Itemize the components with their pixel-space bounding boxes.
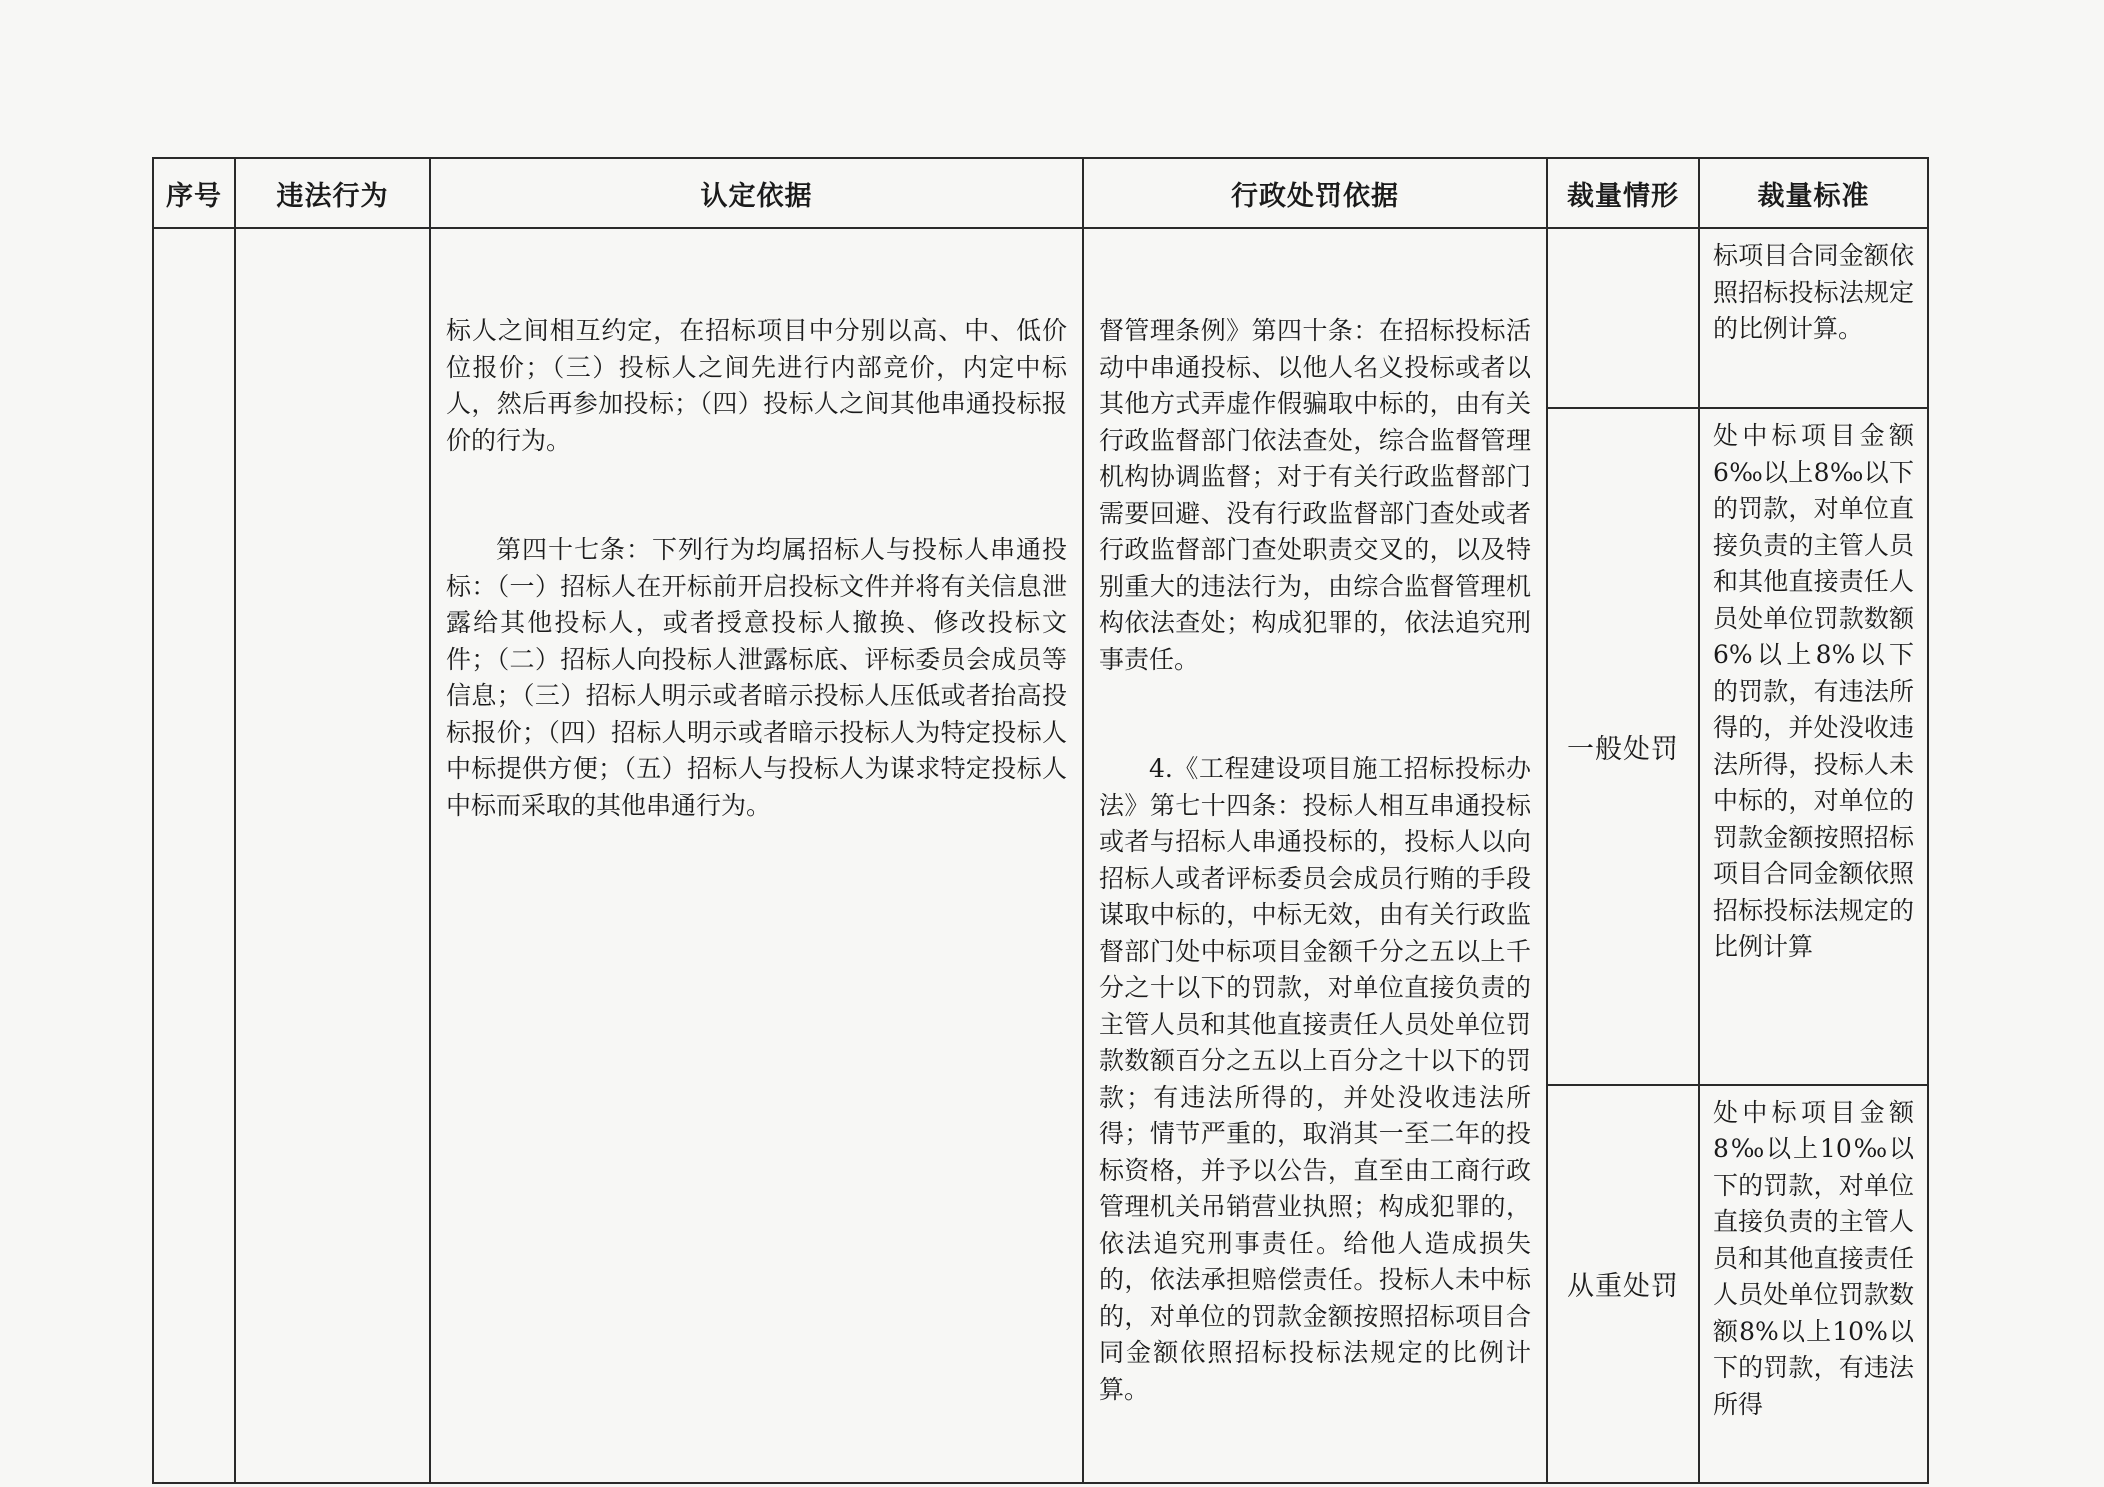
penalty-paragraph: 督管理条例》第四十条：在招标投标活动中串通投标、以他人名义投标或者以其他方式弄虚作假骗取中标的，由有关行政监督部门依法查处，综合监督管理机构协调监督；对于有关行政监督部门需要回避、没有行政监督部门查处或者行政监督部门查处职责交叉的，以及特别重大的违法行为，由综合监督管理机构依法查处；构成犯罪的，依法追究刑事责任。 xyxy=(1099,316,1531,674)
standard-cell xyxy=(1699,408,1928,1085)
basis-paragraph: 标人之间相互约定，在招标项目中分别以高、中、低价位报价；（三）投标人之间先进行内部竞价，内定中标人，然后再参加投标；（四）投标人之间其他串通投标报价的行为。 xyxy=(446,316,1067,455)
situation-cell xyxy=(1547,228,1699,408)
header-violation: 违法行为 xyxy=(235,158,430,228)
header-basis: 认定依据 xyxy=(430,158,1083,228)
table-row xyxy=(153,228,1928,408)
standard-cell xyxy=(1699,1085,1928,1483)
basis-cell xyxy=(430,228,1083,1483)
situation-cell-severe: 从重处罚 xyxy=(1547,1085,1699,1483)
situation-cell-general: 一般处罚 xyxy=(1547,408,1699,1085)
header-situation: 裁量情形 xyxy=(1547,158,1699,228)
header-seq: 序号 xyxy=(153,158,235,228)
standard-text: 处中标项目金额8‰以上10‰以下的罚款，对单位直接负责的主管人员和其他直接责任人员处单位罚款数额8%以上10%以下的罚款，有违法所得 xyxy=(1713,1097,1914,1419)
standard-text: 标项目合同金额依照招标投标法规定的比例计算。 xyxy=(1713,241,1914,343)
table-header-row xyxy=(153,158,1928,228)
seq-cell xyxy=(153,228,235,1483)
standard-cell xyxy=(1699,228,1928,408)
penalty-basis-cell xyxy=(1083,228,1547,1483)
violation-cell xyxy=(235,228,430,1483)
header-standard: 裁量标准 xyxy=(1699,158,1928,228)
basis-paragraph: 第四十七条：下列行为均属招标人与投标人串通投标：（一）招标人在开标前开启投标文件并将有关信息泄露给其他投标人，或者授意投标人撤换、修改投标文件；（二）招标人向投标人泄露标底、评标委员会成员等信息；（三）招标人明示或者暗示投标人压低或者抬高投标报价；（四）招标人明示或者暗示投标人为特定投标人中标提供方便；（五）招标人与投标人为谋求特定投标人中标而采取的其他串通行为。 xyxy=(446,535,1067,820)
header-penalty-basis: 行政处罚依据 xyxy=(1083,158,1547,228)
penalty-discretion-table xyxy=(152,157,1929,1484)
penalty-paragraph: 4.《工程建设项目施工招标投标办法》第七十四条：投标人相互串通投标或者与招标人串通投标的，投标人以向招标人或者评标委员会成员行贿的手段谋取中标的，中标无效，由有关行政监督部门处中标项目金额千分之五以上千分之十以下的罚款，对单位直接负责的主管人员和其他直接责任人员处单位罚款数额百分之五以上百分之十以下的罚款；有违法所得的，并处没收违法所得；情节严重的，取消其一至二年的投标资格，并予以公告，直至由工商行政管理机关吊销营业执照；构成犯罪的，依法追究刑事责任。给他人造成损失的，依法承担赔偿责任。投标人未中标的，对单位的罚款金额按照招标项目合同金额依照招标投标法规定的比例计算。 xyxy=(1099,754,1531,1404)
standard-text: 处中标项目金额6‰以上8‰以下的罚款，对单位直接负责的主管人员和其他直接责任人员处单位罚款数额6%以上8%以下的罚款，有违法所得的，并处没收违法所得，投标人未中标的，对单位的罚款金额按照招标项目合同金额依照招标投标法规定的比例计算 xyxy=(1713,421,1914,962)
